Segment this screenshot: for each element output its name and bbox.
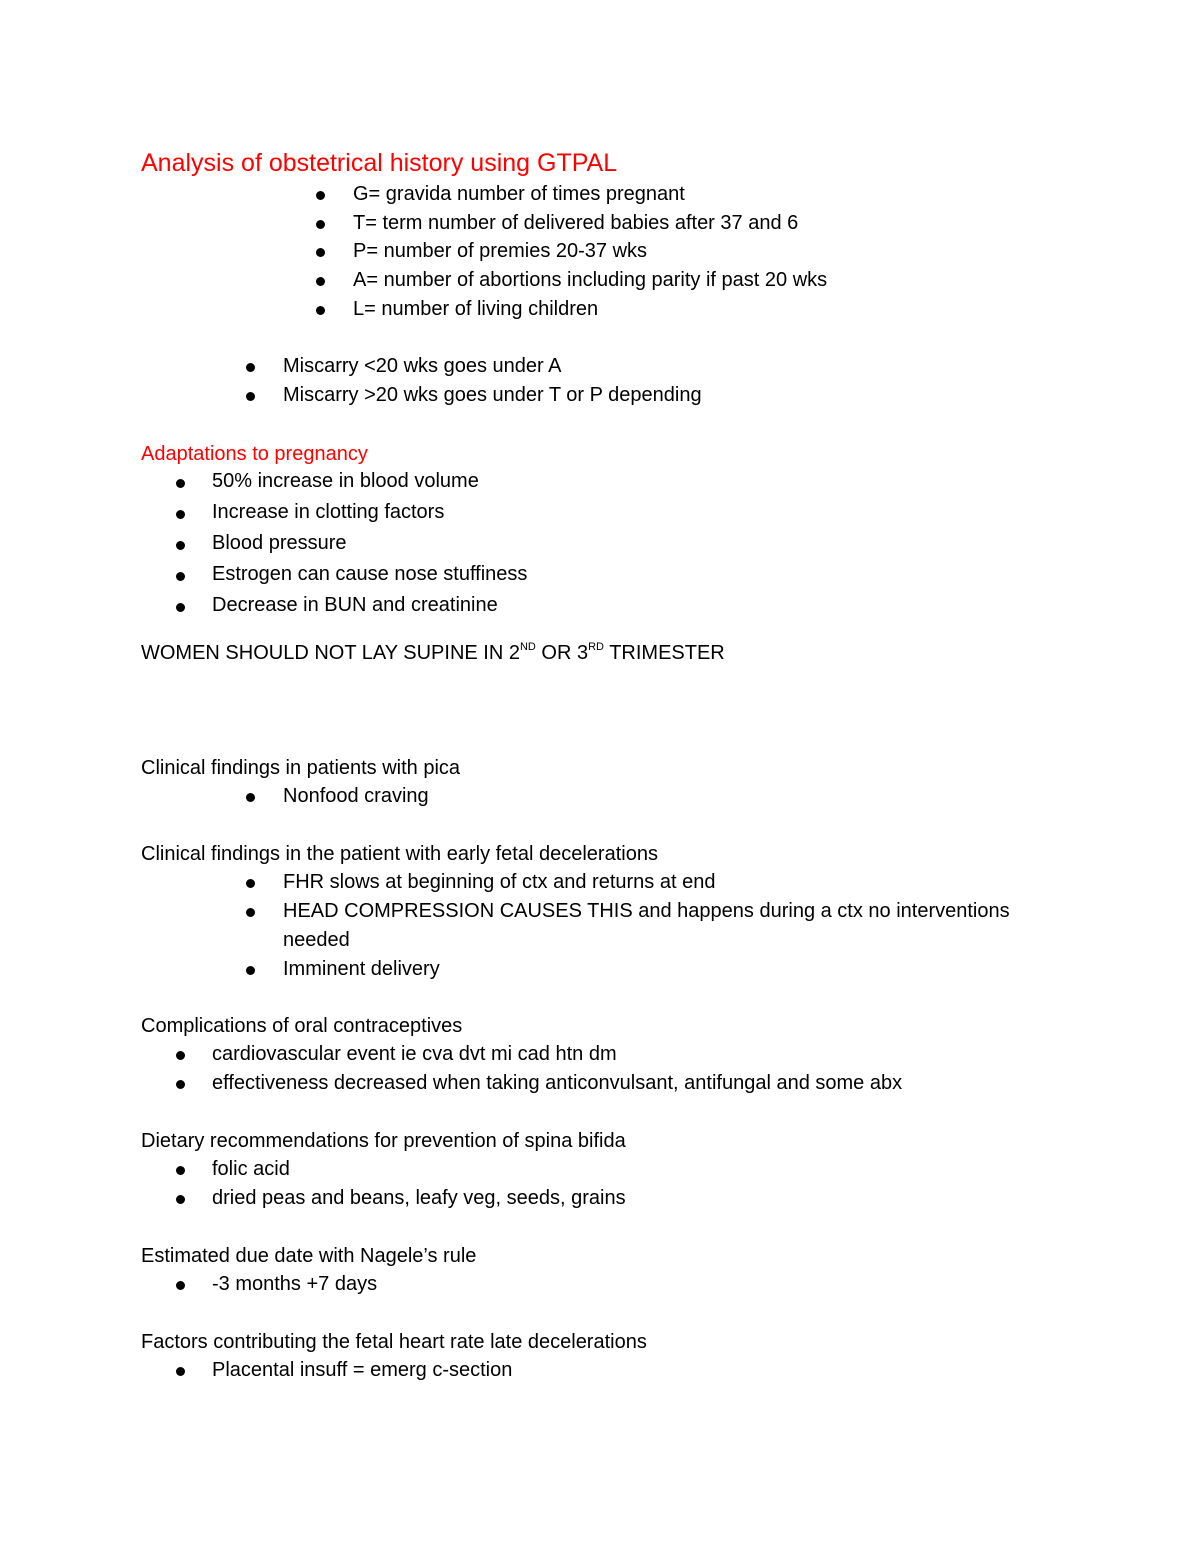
bullet-icon bbox=[316, 306, 325, 315]
gtpal-item-l: L= number of living children bbox=[353, 298, 599, 320]
miscarry-item: Miscarry <20 wks goes under A bbox=[283, 355, 562, 377]
late-decel-heading: Factors contributing the fetal heart rate late decelerations bbox=[141, 1331, 647, 1353]
bullet-icon bbox=[176, 510, 185, 519]
contraceptives-heading: Complications of oral contraceptives bbox=[141, 1015, 463, 1037]
early-decel-item: FHR slows at beginning of ctx and returns at end bbox=[283, 871, 716, 893]
bullet-icon bbox=[246, 879, 255, 888]
supine-warning-sup2: RD bbox=[588, 641, 604, 653]
early-decel-item: HEAD COMPRESSION CAUSES THIS and happens during a ctx no interventions needed bbox=[283, 900, 1010, 951]
bullet-icon bbox=[316, 248, 325, 257]
adaptations-item: Increase in clotting factors bbox=[212, 501, 445, 523]
bullet-icon bbox=[246, 392, 255, 401]
nagele-heading: Estimated due date with Nagele’s rule bbox=[141, 1245, 477, 1267]
bullet-icon bbox=[246, 908, 255, 917]
contraceptives-item: effectiveness decreased when taking anticonvulsant, antifungal and some abx bbox=[212, 1072, 903, 1094]
supine-warning-sup1: ND bbox=[519, 641, 536, 653]
bullet-icon bbox=[316, 191, 325, 200]
bullet-icon bbox=[176, 1281, 185, 1290]
bullet-icon bbox=[176, 1080, 185, 1089]
pica-item: Nonfood craving bbox=[283, 785, 429, 807]
adaptations-item: Estrogen can cause nose stuffiness bbox=[212, 563, 528, 585]
early-decel-heading: Clinical findings in the patient with early fetal decelerations bbox=[141, 843, 658, 865]
bullet-icon bbox=[176, 1051, 185, 1060]
gtpal-item-t: T= term number of delivered babies after 37 and 6 bbox=[353, 212, 799, 234]
spina-bifida-heading: Dietary recommendations for prevention of spina bifida bbox=[141, 1130, 626, 1152]
supine-warning-part3: TRIMESTER bbox=[604, 642, 725, 664]
pica-heading: Clinical findings in patients with pica bbox=[141, 757, 461, 779]
gtpal-item-g: G= gravida number of times pregnant bbox=[353, 183, 685, 205]
bullet-icon bbox=[176, 1195, 185, 1204]
supine-warning-part2: OR 3 bbox=[535, 642, 589, 664]
supine-warning bbox=[141, 641, 725, 665]
bullet-icon bbox=[176, 1367, 185, 1376]
late-decel-item: Placental insuff = emerg c-section bbox=[212, 1359, 513, 1381]
bullet-icon bbox=[246, 966, 255, 975]
bullet-icon bbox=[176, 603, 185, 612]
supine-warning-part1: WOMEN SHOULD NOT LAY SUPINE IN 2 bbox=[141, 642, 520, 664]
spina-bifida-item: folic acid bbox=[212, 1158, 290, 1180]
spina-bifida-item: dried peas and beans, leafy veg, seeds, grains bbox=[212, 1187, 626, 1209]
bullet-icon bbox=[316, 277, 325, 286]
adaptations-item: 50% increase in blood volume bbox=[212, 470, 479, 492]
contraceptives-item: cardiovascular event ie cva dvt mi cad htn dm bbox=[212, 1043, 617, 1065]
bullet-icon bbox=[176, 541, 185, 550]
bullet-icon bbox=[176, 479, 185, 488]
gtpal-title: Analysis of obstetrical history using GTPAL bbox=[141, 149, 618, 177]
adaptations-item: Blood pressure bbox=[212, 532, 347, 554]
bullet-icon bbox=[246, 793, 255, 802]
gtpal-item-a: A= number of abortions including parity if past 20 wks bbox=[353, 269, 828, 291]
adaptations-item: Decrease in BUN and creatinine bbox=[212, 594, 498, 616]
miscarry-item: Miscarry >20 wks goes under T or P depending bbox=[283, 384, 702, 406]
bullet-icon bbox=[316, 220, 325, 229]
gtpal-item-p: P= number of premies 20-37 wks bbox=[353, 240, 648, 262]
bullet-icon bbox=[246, 363, 255, 372]
adaptations-heading: Adaptations to pregnancy bbox=[141, 443, 368, 465]
bullet-icon bbox=[176, 572, 185, 581]
early-decel-item: Imminent delivery bbox=[283, 958, 440, 980]
bullet-icon bbox=[176, 1166, 185, 1175]
nagele-item: -3 months +7 days bbox=[212, 1273, 378, 1295]
